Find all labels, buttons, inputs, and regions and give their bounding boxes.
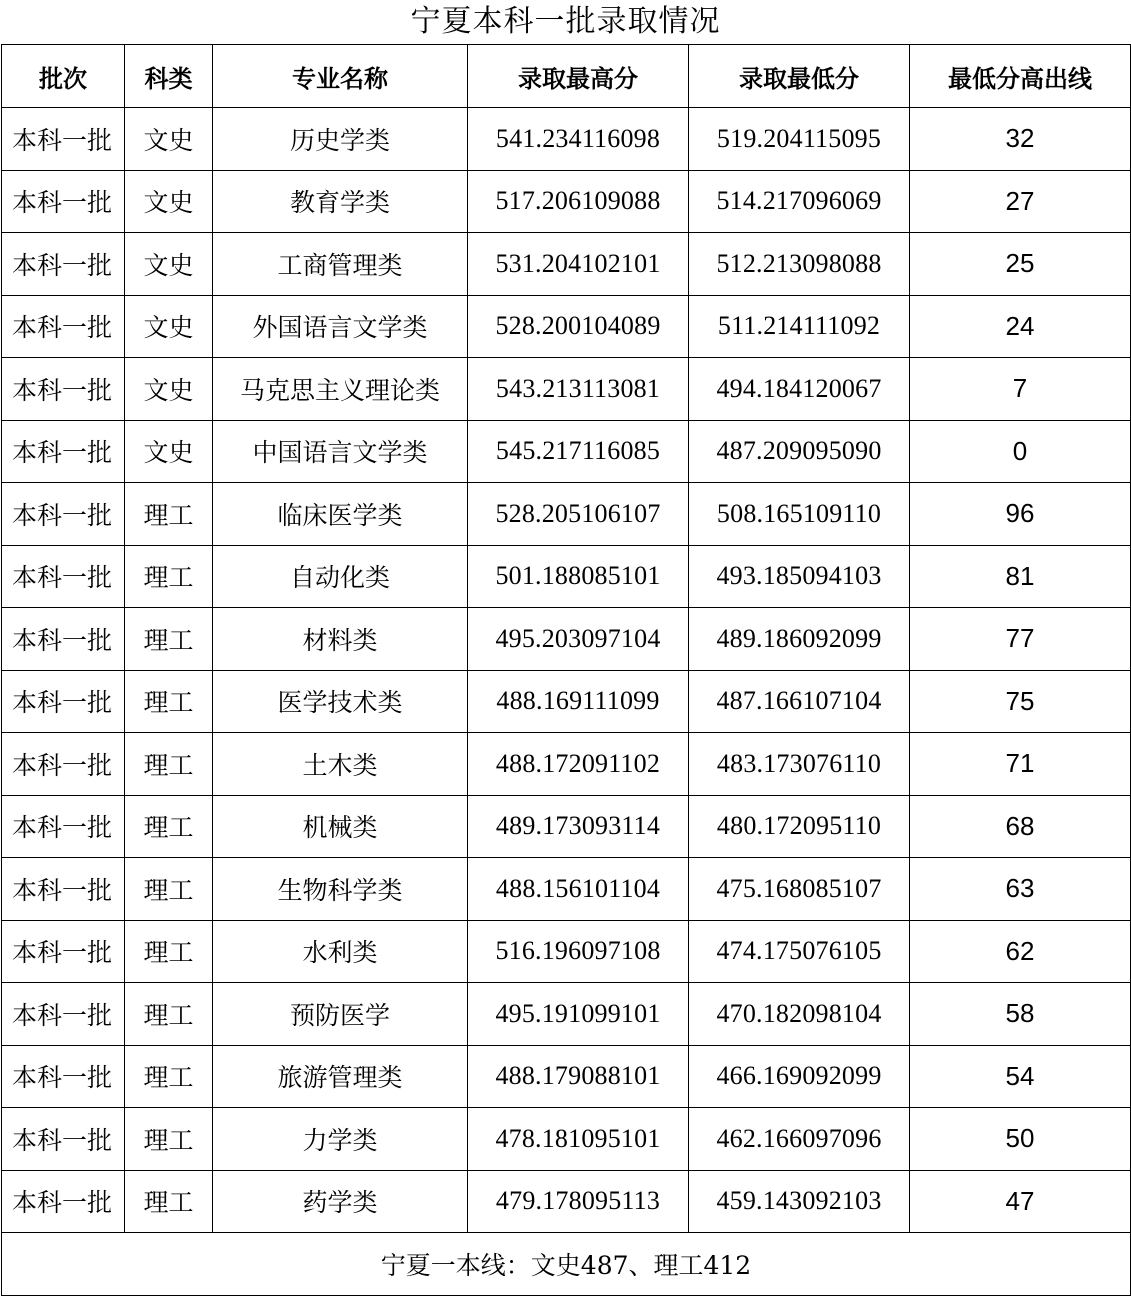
page-title: 宁夏本科一批录取情况 [410, 4, 721, 39]
table-row [2, 670, 1131, 733]
table-header-row [2, 45, 1131, 108]
cell-above-line: 54 [910, 1045, 1131, 1108]
cell-max-score: 531.204102101 [468, 233, 689, 296]
cell-category: 理工 [125, 483, 213, 546]
cell-above-line: 27 [910, 170, 1131, 233]
cell-above-line: 75 [910, 670, 1131, 733]
table-row [2, 858, 1131, 921]
cell-above-line: 58 [910, 983, 1131, 1046]
cell-max-score: 528.205106107 [468, 483, 689, 546]
cell-min-score: 487.166107104 [689, 670, 910, 733]
cell-above-line: 77 [910, 608, 1131, 671]
cell-major: 工商管理类 [213, 233, 468, 296]
cell-max-score: 543.213113081 [468, 358, 689, 421]
cell-category: 理工 [125, 1170, 213, 1233]
cell-major: 医学技术类 [213, 670, 468, 733]
cell-max-score: 478.181095101 [468, 1108, 689, 1171]
cell-major: 土木类 [213, 733, 468, 796]
cell-category: 理工 [125, 608, 213, 671]
header-category: 科类 [125, 45, 213, 108]
cell-above-line: 71 [910, 733, 1131, 796]
cell-batch: 本科一批 [2, 920, 125, 983]
cell-max-score: 479.178095113 [468, 1170, 689, 1233]
header-max-score: 录取最高分 [468, 45, 689, 108]
cell-category: 文史 [125, 170, 213, 233]
cell-above-line: 68 [910, 795, 1131, 858]
cell-major: 外国语言文学类 [213, 295, 468, 358]
cell-batch: 本科一批 [2, 233, 125, 296]
cell-max-score: 528.200104089 [468, 295, 689, 358]
cell-batch: 本科一批 [2, 1108, 125, 1171]
cell-category: 文史 [125, 108, 213, 171]
cell-above-line: 7 [910, 358, 1131, 421]
cell-max-score: 541.234116098 [468, 108, 689, 171]
table-row [2, 1108, 1131, 1171]
cell-category: 理工 [125, 545, 213, 608]
cell-category: 理工 [125, 1108, 213, 1171]
cell-max-score: 495.203097104 [468, 608, 689, 671]
cell-batch: 本科一批 [2, 858, 125, 921]
cell-max-score: 501.188085101 [468, 545, 689, 608]
admission-table [1, 44, 1131, 1296]
cell-major: 教育学类 [213, 170, 468, 233]
cell-category: 文史 [125, 420, 213, 483]
cell-above-line: 81 [910, 545, 1131, 608]
cell-major: 中国语言文学类 [213, 420, 468, 483]
cell-batch: 本科一批 [2, 358, 125, 421]
cell-batch: 本科一批 [2, 1045, 125, 1108]
cell-category: 理工 [125, 733, 213, 796]
cell-major: 自动化类 [213, 545, 468, 608]
cell-category: 理工 [125, 670, 213, 733]
cell-above-line: 24 [910, 295, 1131, 358]
table-row [2, 608, 1131, 671]
cell-min-score: 508.165109110 [689, 483, 910, 546]
cell-batch: 本科一批 [2, 108, 125, 171]
cell-min-score: 487.209095090 [689, 420, 910, 483]
cell-min-score: 483.173076110 [689, 733, 910, 796]
cell-max-score: 545.217116085 [468, 420, 689, 483]
cell-min-score: 480.172095110 [689, 795, 910, 858]
table-row [2, 358, 1131, 421]
table-row [2, 420, 1131, 483]
cell-max-score: 488.156101104 [468, 858, 689, 921]
cell-above-line: 32 [910, 108, 1131, 171]
cell-major: 生物科学类 [213, 858, 468, 921]
cell-above-line: 63 [910, 858, 1131, 921]
cell-category: 文史 [125, 233, 213, 296]
table-row [2, 233, 1131, 296]
cell-max-score: 495.191099101 [468, 983, 689, 1046]
cell-min-score: 466.169092099 [689, 1045, 910, 1108]
cell-category: 理工 [125, 858, 213, 921]
cell-major: 药学类 [213, 1170, 468, 1233]
cell-major: 旅游管理类 [213, 1045, 468, 1108]
header-batch: 批次 [2, 45, 125, 108]
table-row [2, 295, 1131, 358]
header-above-line: 最低分高出线 [910, 45, 1131, 108]
cell-batch: 本科一批 [2, 733, 125, 796]
table-row [2, 733, 1131, 796]
cell-category: 理工 [125, 795, 213, 858]
table-row [2, 983, 1131, 1046]
cell-above-line: 25 [910, 233, 1131, 296]
cell-batch: 本科一批 [2, 545, 125, 608]
cell-major: 水利类 [213, 920, 468, 983]
table-row [2, 1170, 1131, 1233]
cell-min-score: 474.175076105 [689, 920, 910, 983]
cell-min-score: 475.168085107 [689, 858, 910, 921]
cell-category: 理工 [125, 1045, 213, 1108]
cell-above-line: 50 [910, 1108, 1131, 1171]
table-row [2, 483, 1131, 546]
cell-min-score: 489.186092099 [689, 608, 910, 671]
cell-min-score: 459.143092103 [689, 1170, 910, 1233]
cell-min-score: 511.214111092 [689, 295, 910, 358]
table-body [2, 108, 1131, 1233]
cell-min-score: 462.166097096 [689, 1108, 910, 1171]
cell-major: 预防医学 [213, 983, 468, 1046]
cutoff-note: 宁夏一本线：文史487、理工412 [2, 1233, 1131, 1296]
cell-min-score: 519.204115095 [689, 108, 910, 171]
cell-category: 理工 [125, 983, 213, 1046]
header-min-score: 录取最低分 [689, 45, 910, 108]
cell-min-score: 493.185094103 [689, 545, 910, 608]
cell-above-line: 62 [910, 920, 1131, 983]
cell-max-score: 488.172091102 [468, 733, 689, 796]
table-row [2, 795, 1131, 858]
cell-min-score: 470.182098104 [689, 983, 910, 1046]
cell-major: 材料类 [213, 608, 468, 671]
cell-major: 临床医学类 [213, 483, 468, 546]
cell-max-score: 488.179088101 [468, 1045, 689, 1108]
cell-min-score: 494.184120067 [689, 358, 910, 421]
cell-major: 机械类 [213, 795, 468, 858]
cell-max-score: 517.206109088 [468, 170, 689, 233]
cell-min-score: 512.213098088 [689, 233, 910, 296]
cell-above-line: 47 [910, 1170, 1131, 1233]
cell-max-score: 516.196097108 [468, 920, 689, 983]
cell-batch: 本科一批 [2, 983, 125, 1046]
cell-batch: 本科一批 [2, 170, 125, 233]
cell-batch: 本科一批 [2, 608, 125, 671]
cell-major: 历史学类 [213, 108, 468, 171]
cell-batch: 本科一批 [2, 295, 125, 358]
cell-batch: 本科一批 [2, 420, 125, 483]
table-row [2, 545, 1131, 608]
cell-max-score: 488.169111099 [468, 670, 689, 733]
cell-max-score: 489.173093114 [468, 795, 689, 858]
cell-category: 理工 [125, 920, 213, 983]
cell-major: 马克思主义理论类 [213, 358, 468, 421]
cell-min-score: 514.217096069 [689, 170, 910, 233]
table-row [2, 920, 1131, 983]
cell-category: 文史 [125, 295, 213, 358]
table-row [2, 108, 1131, 171]
cell-category: 文史 [125, 358, 213, 421]
table-row [2, 170, 1131, 233]
table-footer-row [2, 1233, 1131, 1296]
cell-batch: 本科一批 [2, 795, 125, 858]
table-row [2, 1045, 1131, 1108]
header-major: 专业名称 [213, 45, 468, 108]
cell-major: 力学类 [213, 1108, 468, 1171]
cell-batch: 本科一批 [2, 670, 125, 733]
cell-batch: 本科一批 [2, 483, 125, 546]
cell-above-line: 0 [910, 420, 1131, 483]
cell-above-line: 96 [910, 483, 1131, 546]
cell-batch: 本科一批 [2, 1170, 125, 1233]
